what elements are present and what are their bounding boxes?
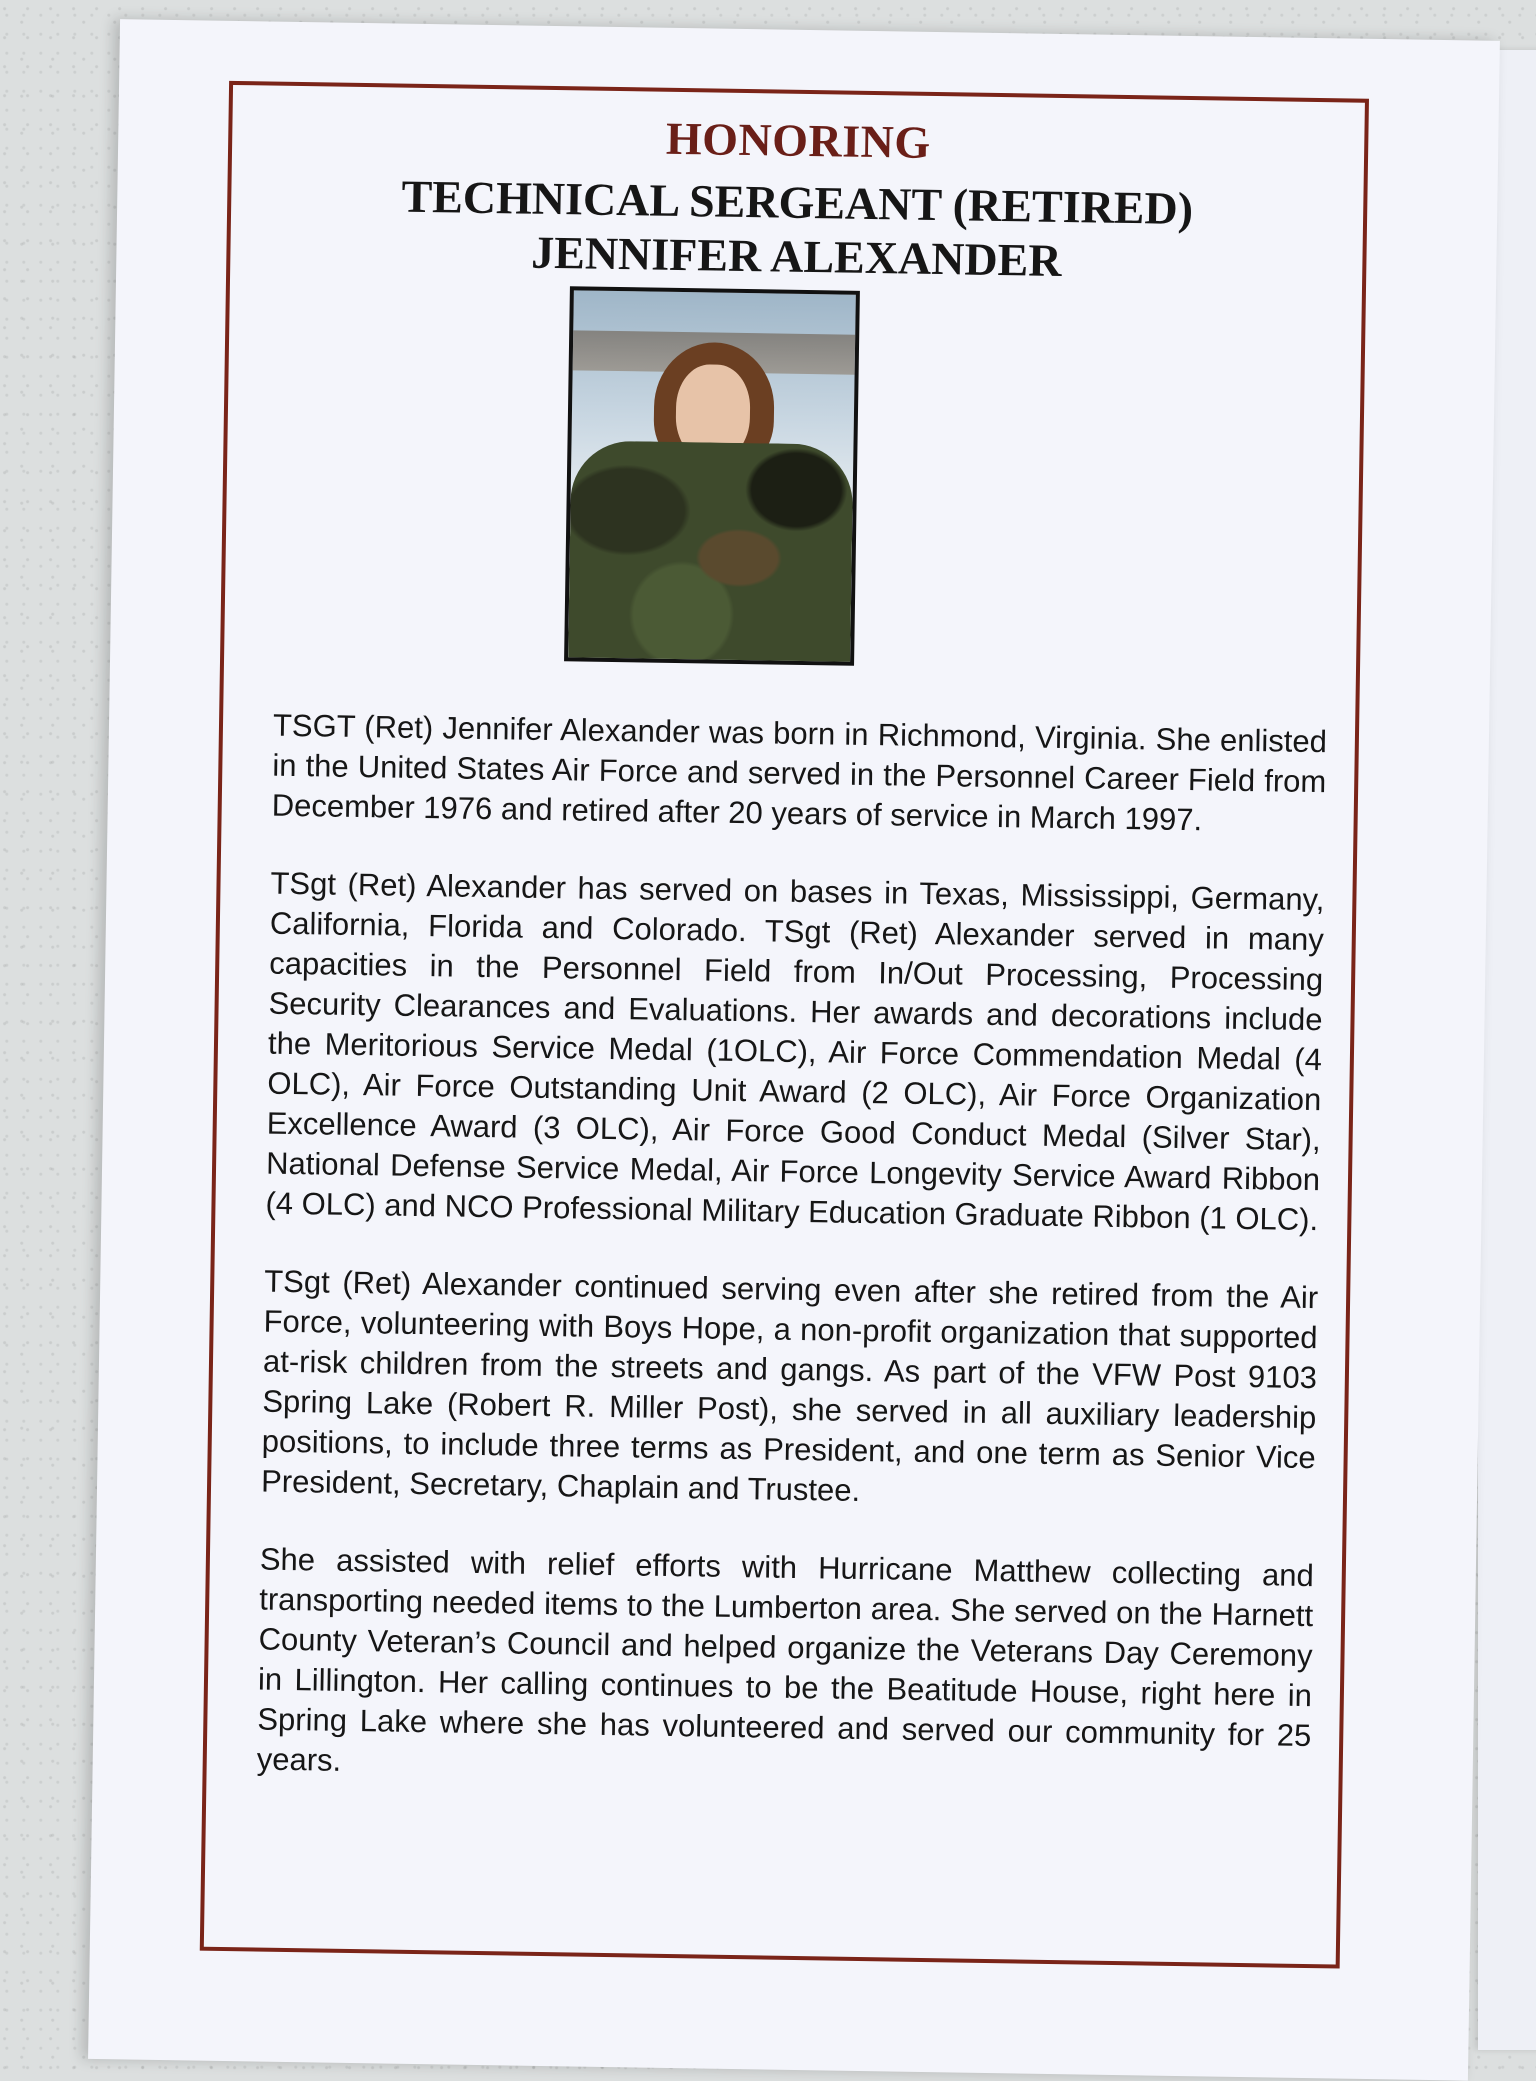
bio-paragraph-1: TSGT (Ret) Jennifer Alexander was born in Richmond, Virginia. She enlisted in the United States Air Force and served in the Personnel Career Field from December 1976 and retired after 20 years of service in March 1997.	[271, 707, 1328, 838]
biography-text	[256, 706, 1327, 1834]
heading-rank: TECHNICAL SERGEANT (RETIRED)	[401, 170, 1194, 235]
photo-camouflage-jacket	[568, 440, 854, 665]
page-border-frame	[200, 81, 1369, 1969]
bio-paragraph-4: She assisted with relief efforts with Hurricane Matthew collecting and transporting needed items to the Lumberton area. She served on the Harnett County Veteran’s Council and helped organize the Veterans Day Ceremony in Lillington. Her calling continues to be the Beatitude House, right here in Spring Lake where she has volunteered and served our community for 25 years.	[256, 1541, 1315, 1778]
bio-paragraph-3: TSgt (Ret) Alexander continued serving even after she retired from the Air Force, volunteering with Boys Hope, a non-profit organization that supported at-risk children from the streets and gangs. As part of the VFW Post 9103 Spring Lake (Robert R. Miller Post), she served in all auxiliary leadership positions, to include three terms as President, and one term as Senior Vice President, Secretary, Chaplain and Trustee.	[260, 1263, 1319, 1508]
portrait-photo	[564, 286, 860, 666]
bio-paragraph-2: TSgt (Ret) Alexander has served on bases in Texas, Mississippi, Germany, California, Florida and Colorado. TSgt (Ret) Alexander served in many capacities in the Personnel Field from In/Out Processing, Processing Security Clearances and Evaluations. Her awards and decorations include the Meritorious Service Medal (1OLC), Air Force Commendation Medal (4 OLC), Air Force Outstanding Unit Award (2 OLC), Air Force Organization Excellence Award (3 OLC), Air Force Good Conduct Medal (Silver Star), National Defense Service Medal, Air Force Longevity Service Award Ribbon (4 OLC) and NCO Professional Military Education Graduate Ribbon (1 OLC).	[265, 865, 1325, 1238]
heading-honoring: HONORING	[665, 112, 931, 168]
program-page	[88, 19, 1500, 2080]
heading-name: JENNIFER ALEXANDER	[530, 226, 1062, 286]
